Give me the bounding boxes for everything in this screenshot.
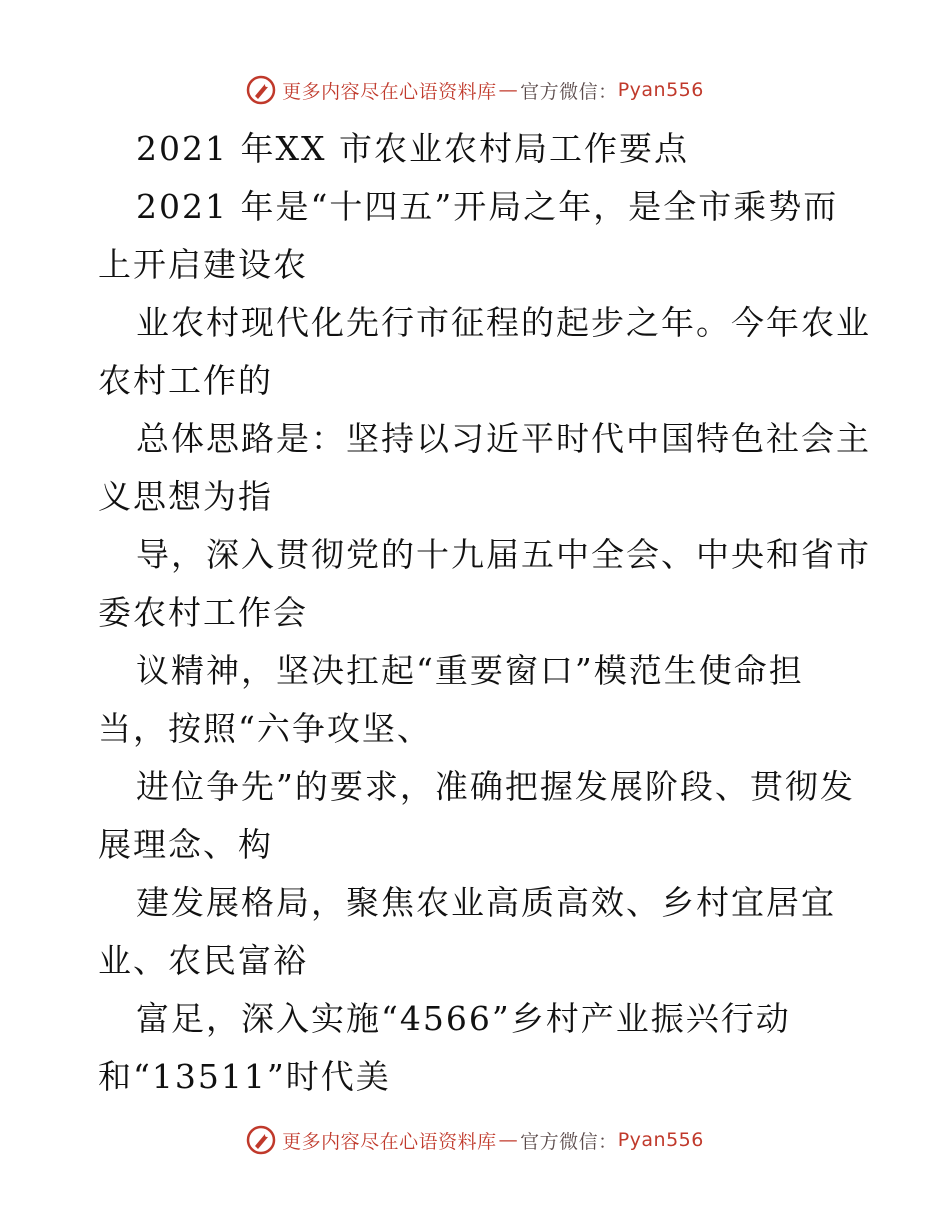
footer-banner-text: 更多内容尽在心语资料库 bbox=[282, 1130, 497, 1153]
footer-wechat-id: Pyan556 bbox=[617, 1129, 704, 1151]
header-wechat-label: 官方微信： bbox=[520, 80, 618, 103]
document-body bbox=[98, 120, 871, 1106]
paragraph-line: 农村工作的 bbox=[98, 361, 273, 400]
paragraph-line: 进位争先”的要求，准确把握发展阶段、贯彻发 bbox=[136, 767, 855, 806]
document-title: 2021 年XX 市农业农村局工作要点 bbox=[136, 129, 689, 168]
paragraph-line: 议精神，坚决扛起“重要窗口”模范生使命担 bbox=[136, 651, 804, 690]
paragraph-line: 建发展格局，聚焦农业高质高效、乡村宜居宜 bbox=[136, 883, 836, 922]
pen-nib-logo-icon bbox=[246, 1125, 276, 1155]
paragraph-line: 业、农民富裕 bbox=[98, 941, 308, 980]
footer-banner-dash: — bbox=[498, 1129, 519, 1151]
paragraph-line: 委农村工作会 bbox=[98, 593, 308, 632]
paragraph-line: 总体思路是：坚持以习近平时代中国特色社会主 bbox=[136, 419, 871, 458]
header-banner bbox=[0, 70, 950, 110]
paragraph-line: 义思想为指 bbox=[98, 477, 273, 516]
footer-banner bbox=[0, 1120, 950, 1160]
paragraph-line: 上开启建设农 bbox=[98, 245, 308, 284]
paragraph-line: 导，深入贯彻党的十九届五中全会、中央和省市 bbox=[136, 535, 871, 574]
paragraph-line: 2021 年是“十四五”开局之年，是全市乘势而 bbox=[136, 187, 839, 226]
footer-wechat-label: 官方微信： bbox=[520, 1130, 618, 1153]
header-banner-text: 更多内容尽在心语资料库 bbox=[282, 80, 497, 103]
paragraph-line: 展理念、构 bbox=[98, 825, 273, 864]
header-wechat-id: Pyan556 bbox=[617, 79, 704, 101]
paragraph-line: 业农村现代化先行市征程的起步之年。今年农业 bbox=[136, 303, 871, 342]
header-banner-dash: — bbox=[498, 79, 519, 101]
paragraph-line: 当，按照“六争攻坚、 bbox=[98, 709, 432, 748]
paragraph-line: 富足，深入实施“4566”乡村产业振兴行动 bbox=[136, 999, 791, 1038]
pen-nib-logo-icon bbox=[246, 75, 276, 105]
paragraph-line: 和“13511”时代美 bbox=[98, 1057, 391, 1096]
